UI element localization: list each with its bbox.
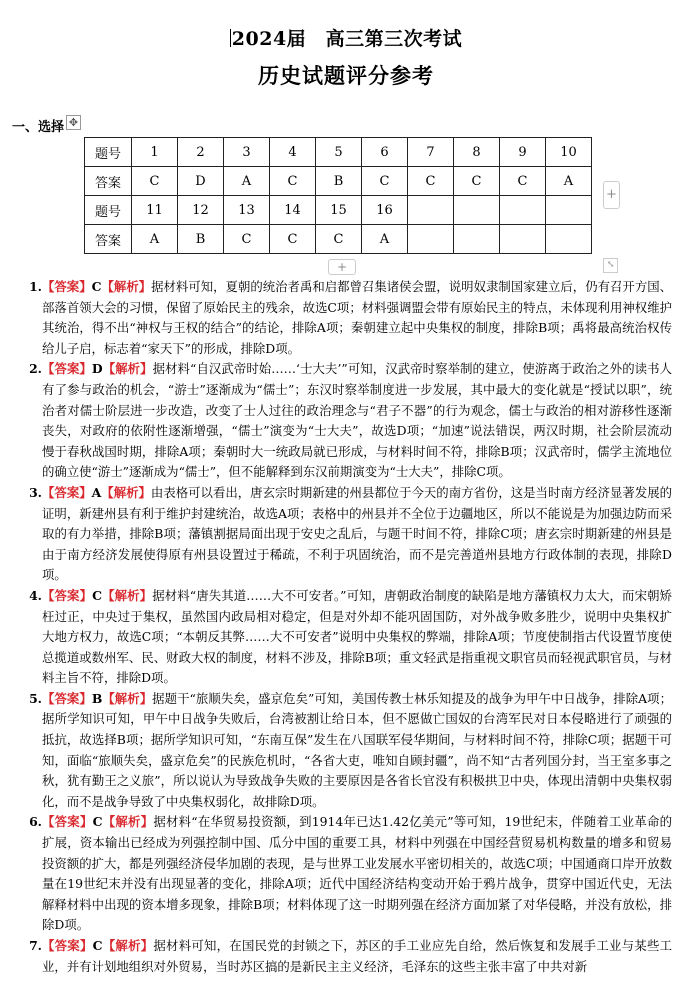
- explanation-item: [14, 689, 672, 813]
- table-cell: 5: [316, 138, 362, 167]
- table-cell: B: [178, 225, 224, 254]
- table-cell: C: [362, 167, 408, 196]
- text-cursor: [230, 29, 231, 47]
- explanation-item: [14, 812, 672, 936]
- page-subtitle: 历史试题评分参考: [258, 63, 434, 88]
- item-body: [42, 277, 672, 359]
- explanation-item: [14, 359, 672, 483]
- table-cell: 7: [408, 138, 454, 167]
- item-body: [42, 936, 672, 977]
- table-cell: A: [132, 225, 178, 254]
- table-cell: [454, 196, 500, 225]
- answer-letter: C: [92, 814, 103, 830]
- table-cell: [454, 225, 500, 254]
- table-cell: 11: [132, 196, 178, 225]
- add-column-button[interactable]: +: [603, 181, 620, 209]
- answer-letter: B: [91, 690, 103, 706]
- analysis-tag: 【解析】: [101, 484, 151, 500]
- answer-tag: 【答案】: [42, 938, 93, 953]
- table-cell: C: [224, 225, 270, 254]
- table-cell: C: [270, 225, 316, 254]
- page-title: 2024届 高三第三次考试: [231, 28, 463, 50]
- table-cell: [500, 196, 546, 225]
- item-number: 6.: [29, 814, 42, 830]
- table-cell: 10: [546, 138, 592, 167]
- answer-tag: 【答案】: [42, 279, 92, 294]
- table-row: [85, 138, 592, 167]
- item-number: 4.: [29, 587, 42, 603]
- table-cell: 8: [454, 138, 500, 167]
- table-cell: B: [316, 167, 362, 196]
- table-cell: C: [408, 167, 454, 196]
- answer-tag: 【答案】: [42, 814, 93, 830]
- analysis-text: 据材料“在华贸易投资额，到1914年已达1.42亿美元”等可知，19世纪末，伴随着工业革命的扩展，资本输出已经成为列强控制中国、瓜分中国的重要工具，材料中列强在中国经营贸易机构数量的增多和贸易投资额的扩大，都是列强经济侵华加剧的表现，是与世界工业发展水平密切相关的，故选C项；中国通商口岸开放数量在19世纪末并没有出现显著的变化，排除A项；近代中国经济结构变动开始于鸦片战争，贯穿中国近代史，无法解释材料中出现的资本增多现象，排除B项；材料体现了这一时期列强在经济方面加紧了对华侵略，并没有放松，排除D项。: [42, 814, 673, 933]
- table-cell: 16: [362, 196, 408, 225]
- row-label: 题号: [85, 138, 132, 167]
- answer-tag: 【答案】: [42, 484, 92, 500]
- item-number: 2.: [29, 361, 42, 377]
- row-label: 答案: [85, 225, 132, 254]
- table-cell: C: [500, 167, 546, 196]
- answer-tag: 【答案】: [42, 690, 92, 706]
- answer-explanations: [14, 277, 672, 977]
- table-cell: C: [132, 167, 178, 196]
- table-cell: C: [316, 225, 362, 254]
- row-label: 题号: [85, 196, 132, 225]
- item-number: 7.: [29, 938, 42, 953]
- item-number: 1.: [29, 279, 42, 294]
- row-label: 答案: [85, 167, 132, 196]
- answer-letter: C: [91, 279, 102, 294]
- table-cell: 1: [132, 138, 178, 167]
- table-cell: C: [454, 167, 500, 196]
- analysis-text: 据材料“唐失其道……大不可安者。”可知，唐朝政治制度的缺陷是地方藩镇权力太大，而宋朝矫枉过正，中央过于集权，虽然国内政局相对稳定，但是对外却不能巩固国防，对外战争败多胜少，说明中央集权扩大地方权力，故选C项；“本朝反其弊……大不可安者”说明中央集权的弊端，排除A项；节度使制指古代设置节度使总揽道或数州军、民、财政大权的制度，材料不涉及，排除B项；重文轻武是指重视文职官员而轻视武职官员，与材料主旨不符，排除D项。: [42, 587, 673, 686]
- table-cell: [546, 225, 592, 254]
- item-body: [42, 483, 672, 586]
- analysis-text: 据材料可知，在国民党的封锁之下，苏区的手工业应先自给，然后恢复和发展手工业与某些工业，并有计划地组织对外贸易，当时苏区搞的是新民主主义经济，毛泽东的这些主张丰富了中共对新: [42, 938, 673, 974]
- explanation-item: [14, 277, 672, 359]
- item-body: [42, 812, 672, 936]
- table-cell: A: [546, 167, 592, 196]
- item-number: 3.: [29, 484, 42, 500]
- table-row: [85, 196, 592, 225]
- table-cell: A: [224, 167, 270, 196]
- table-cell: C: [270, 167, 316, 196]
- table-cell: 13: [224, 196, 270, 225]
- table-cell: 14: [270, 196, 316, 225]
- table-cell: 9: [500, 138, 546, 167]
- item-number: 5.: [29, 690, 42, 706]
- analysis-text: 由表格可以看出，唐玄宗时期新建的州县都位于今天的南方省份，这是当时南方经济显著发展的证明，新建州县有利于维护封建统治，故选A项；表格中的州县并不全位于边疆地区，所以不能说是为加强边防而采取的有力举措，排除B项；藩镇割据局面出现于安史之乱后，与题干时间不符，排除C项；唐玄宗时期新建的州县是由于南方经济发展使得原有州县设置过于稀疏，不利于巩固统治，而不是完善道州县地方行政体制的表现，排除D项。: [42, 484, 673, 583]
- item-body: [42, 359, 672, 483]
- answer-tag: 【答案】: [42, 587, 93, 603]
- table-cell: [408, 196, 454, 225]
- table-cell: 6: [362, 138, 408, 167]
- analysis-tag: 【解析】: [102, 814, 154, 830]
- table-cell: 4: [270, 138, 316, 167]
- answer-letter: A: [91, 484, 102, 500]
- analysis-tag: 【解析】: [102, 690, 153, 706]
- table-cell: 3: [224, 138, 270, 167]
- explanation-item: [14, 586, 672, 689]
- analysis-text: 据题干“旅顺失矣，盛京危矣”可知，美国传教士林乐知提及的战争为甲午中日战争，排除A项；据所学知识可知，甲午中日战争失败后，台湾被割让给日本，但不愿做亡国奴的台湾军民对日本侵略进行了顽强的抵抗，故选择B项；据所学知识可知，“东南互保”发生在八国联军侵华期间，与材料时间不符，排除C项；据题干可知，面临“旅顺失矣，盛京危矣”的民族危机时，“各省大吏，唯知自顾封疆”，尚不知“古者列国分封，当王室多事之秋，犹有勤王之义旅”，所以说认为导致战争失败的主要原因是各省长官没有积极拱卫中央，体现出清朝中央集权弱化，而不是战争导致了中央集权弱化，故排除D项。: [42, 690, 672, 809]
- table-move-handle-icon[interactable]: ✥: [66, 115, 81, 130]
- analysis-text: 据材料“自汉武帝时始……‘士大夫’”可知，汉武帝时察举制的建立，使游离于政治之外的读书人有了参与政治的机会，“游士”逐渐成为“儒士”；东汉时察举制度进一步发展，其中最大的变化就是“授试以职”，统治者对儒士阶层进一步改造，改变了士人过往的政治理念与“君子不器”的行为观念，儒士与政治的相对游移性逐渐丧失，对政府的依附性逐渐增强，“儒士”演变为“士大夫”，故选D项；“加速”说法错误，两汉时期，社会阶层流动慢于春秋战国时期，排除A项；秦朝时大一统政局就已形成，与材料时间不符，排除B项；汉武帝时，儒学主流地位的确立使“游士”逐渐成为“儒士”，但不能解释到东汉前期演变为“士大夫”，排除C项。: [42, 361, 673, 480]
- table-cell: 2: [178, 138, 224, 167]
- explanation-item: [14, 483, 672, 586]
- analysis-tag: 【解析】: [102, 361, 153, 377]
- analysis-tag: 【解析】: [101, 279, 152, 294]
- table-cell: [546, 196, 592, 225]
- analysis-tag: 【解析】: [102, 938, 154, 953]
- table-cell: [500, 225, 546, 254]
- answer-letter: D: [91, 361, 103, 377]
- explanation-item: [14, 936, 672, 977]
- table-cell: D: [178, 167, 224, 196]
- table-cell: 12: [178, 196, 224, 225]
- add-row-button[interactable]: +: [328, 259, 356, 275]
- table-cell: A: [362, 225, 408, 254]
- answer-tag: 【答案】: [42, 361, 92, 377]
- answer-letter: C: [92, 587, 102, 603]
- answer-letter: C: [92, 938, 103, 953]
- analysis-text: 据材料可知，夏朝的统治者禹和启都曾召集诸侯会盟，说明奴隶制国家建立后，仍有召开方国、部落首领大会的习惯，保留了原始民主的残余，故选C项；材料强调盟会带有原始民主的特点，未体现利用神权维护其统治，得不出“神权与王权的结合”的结论，排除A项；秦朝建立起中央集权的制度，排除B项；禹将最高统治权传给儿子启，标志着“家天下”的形成，排除D项。: [42, 279, 673, 356]
- answer-table: [84, 137, 592, 254]
- section-heading: 一、选择: [12, 120, 65, 135]
- table-cell: 15: [316, 196, 362, 225]
- table-cell: [408, 225, 454, 254]
- item-body: [42, 689, 672, 813]
- analysis-tag: 【解析】: [101, 587, 153, 603]
- table-row: [85, 167, 592, 196]
- table-row: [85, 225, 592, 254]
- item-body: [42, 586, 672, 689]
- table-resize-handle-icon[interactable]: ⤡: [603, 258, 618, 273]
